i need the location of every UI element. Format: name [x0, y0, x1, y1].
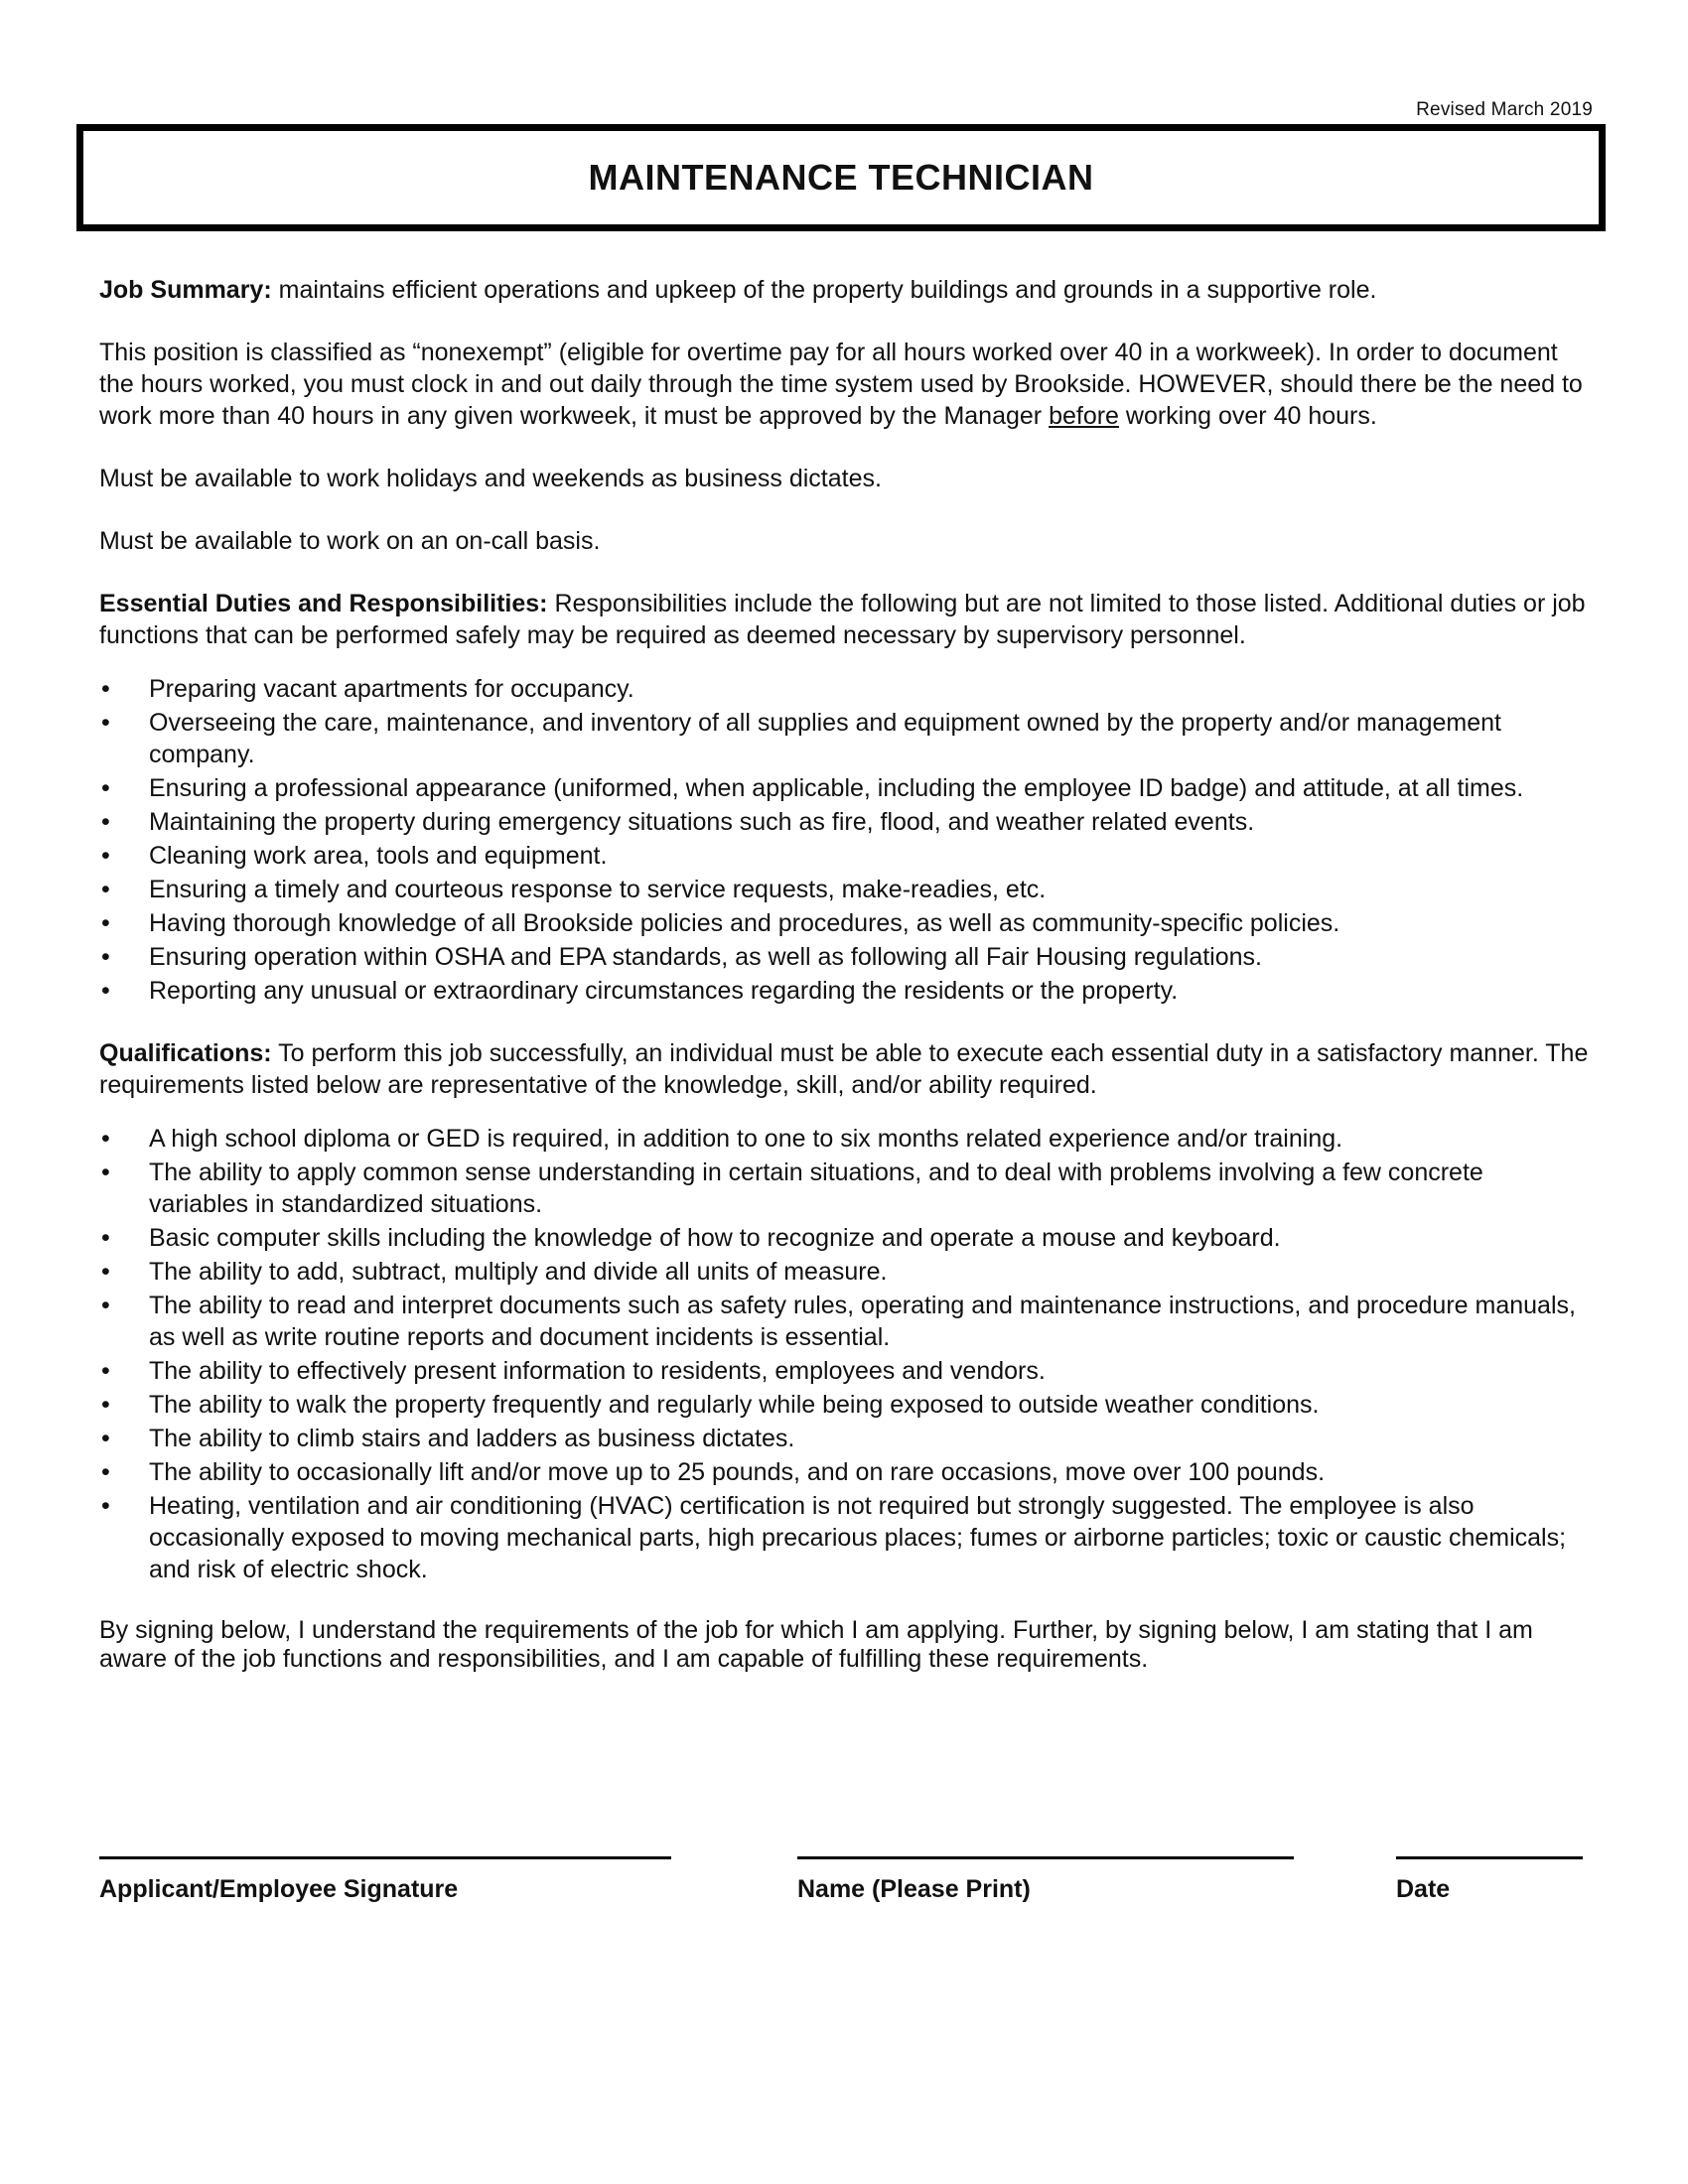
job-summary-paragraph: [99, 274, 1589, 306]
date-field[interactable]: [1396, 1856, 1583, 1904]
bullet-icon: •: [101, 943, 110, 971]
list-item: [99, 941, 1589, 973]
classification-underlined-word: before: [1049, 402, 1119, 430]
bullet-icon: •: [101, 1357, 110, 1385]
list-item: [99, 707, 1589, 770]
bullet-icon: •: [101, 842, 110, 870]
bullet-icon: •: [101, 909, 110, 937]
list-item-text: Basic computer skills including the knowledge of how to recognize and operate a mouse and keyboard.: [149, 1224, 1281, 1252]
signature-field[interactable]: [99, 1856, 671, 1904]
list-item-text: Cleaning work area, tools and equipment.: [149, 842, 608, 870]
list-item: [99, 1490, 1589, 1585]
list-item-text: Maintaining the property during emergency situations such as fire, flood, and weather related events.: [149, 808, 1255, 836]
list-item: [99, 840, 1589, 872]
qualifications-list: [99, 1123, 1589, 1585]
name-line: [797, 1856, 1294, 1859]
title-box: [76, 124, 1606, 231]
classification-text-end: working over 40 hours.: [1118, 402, 1377, 430]
list-item: [99, 1222, 1589, 1254]
qualifications-intro-paragraph: [99, 1037, 1589, 1101]
list-item-text: Ensuring a timely and courteous response to service requests, make-readies, etc.: [149, 876, 1047, 903]
list-item-text: Having thorough knowledge of all Brookside policies and procedures, as well as community-specific policies.: [149, 909, 1340, 937]
qualifications-intro-text: To perform this job successfully, an individual must be able to execute each essential duty in a satisfactory manner. The requirements listed below are representative of the knowledge, skill, and/or ability required.: [99, 1039, 1589, 1099]
list-item-text: The ability to climb stairs and ladders as business dictates.: [149, 1425, 795, 1452]
duties-intro-paragraph: [99, 588, 1589, 651]
bullet-icon: •: [101, 1159, 110, 1186]
list-item: [99, 772, 1589, 804]
page-title: MAINTENANCE TECHNICIAN: [588, 157, 1094, 198]
classification-paragraph: [99, 337, 1589, 432]
list-item: [99, 1423, 1589, 1454]
list-item: [99, 1157, 1589, 1220]
list-item-text: Preparing vacant apartments for occupancy.: [149, 675, 634, 703]
classification-text: This position is classified as “nonexempt” (eligible for overtime pay for all hours worked over 40 in a workweek). In order to document the hours worked, you must clock in and out daily through the time system used by Brookside. HOWEVER, should there be the need to work more than 40 hours in any given workweek, it must be approved by the Manager: [99, 339, 1583, 430]
revision-date: Revised March 2019: [1416, 99, 1593, 120]
bullet-icon: •: [101, 774, 110, 802]
bullet-icon: •: [101, 808, 110, 836]
signature-line: [99, 1856, 671, 1859]
list-item-text: A high school diploma or GED is required, in addition to one to six months related experience and/or training.: [149, 1125, 1343, 1153]
list-item: [99, 1290, 1589, 1353]
name-label: Name (Please Print): [797, 1875, 1031, 1903]
list-item-text: Ensuring a professional appearance (uniformed, when applicable, including the employee ID badge) and attitude, at all times.: [149, 774, 1524, 802]
date-label: Date: [1396, 1875, 1451, 1903]
bullet-icon: •: [101, 675, 110, 703]
name-field[interactable]: [797, 1856, 1294, 1904]
list-item: [99, 1256, 1589, 1288]
list-item-text: The ability to add, subtract, multiply and divide all units of measure.: [149, 1258, 888, 1286]
bullet-icon: •: [101, 1125, 110, 1153]
list-item: [99, 874, 1589, 905]
list-item-text: The ability to read and interpret documents such as safety rules, operating and maintenance instructions, and procedure manuals, as well as write routine reports and document incidents is essential.: [149, 1292, 1576, 1351]
list-item-text: Overseeing the care, maintenance, and inventory of all supplies and equipment owned by the property and/or management company.: [149, 709, 1501, 768]
availability-on-call: Must be available to work on an on-call basis.: [99, 527, 601, 555]
signature-row: [99, 1856, 1589, 1916]
availability-holidays: Must be available to work holidays and weekends as business dictates.: [99, 465, 882, 492]
list-item: [99, 806, 1589, 838]
bullet-icon: •: [101, 1258, 110, 1286]
bullet-icon: •: [101, 1458, 110, 1486]
list-item: [99, 1389, 1589, 1421]
bullet-icon: •: [101, 977, 110, 1005]
list-item-text: The ability to walk the property frequently and regularly while being exposed to outside weather conditions.: [149, 1391, 1320, 1419]
list-item: [99, 673, 1589, 705]
list-item-text: Heating, ventilation and air conditioning (HVAC) certification is not required but strongly suggested. The employee is also occasionally exposed to moving mechanical parts, high precarious places; fumes or airborne particles; toxic or caustic chemicals; and risk of electric shock.: [149, 1492, 1567, 1583]
duties-list: [99, 673, 1589, 1007]
list-item: [99, 907, 1589, 939]
job-summary-label: Job Summary:: [99, 276, 272, 304]
qualifications-label: Qualifications:: [99, 1039, 272, 1067]
document-body: [99, 274, 1589, 1705]
duties-intro-text: Responsibilities include the following but are not limited to those listed. Additional duties or job functions that can be performed safely may be required as deemed necessary by supervisory personnel.: [99, 590, 1586, 649]
bullet-icon: •: [101, 1224, 110, 1252]
list-item-text: Ensuring operation within OSHA and EPA standards, as well as following all Fair Housing regulations.: [149, 943, 1262, 971]
list-item: [99, 1355, 1589, 1387]
date-line: [1396, 1856, 1583, 1859]
signature-label: Applicant/Employee Signature: [99, 1875, 459, 1903]
list-item-text: The ability to effectively present information to residents, employees and vendors.: [149, 1357, 1046, 1385]
list-item-text: Reporting any unusual or extraordinary circumstances regarding the residents or the property.: [149, 977, 1179, 1005]
list-item: [99, 1123, 1589, 1155]
bullet-icon: •: [101, 1492, 110, 1520]
acknowledgement-paragraph: By signing below, I understand the requirements of the job for which I am applying. Further, by signing below, I am stating that I am aware of the job functions and responsibilities, and I am capable of fulfilling these requirements.: [99, 1616, 1533, 1673]
bullet-icon: •: [101, 1391, 110, 1419]
bullet-icon: •: [101, 876, 110, 903]
duties-label: Essential Duties and Responsibilities:: [99, 590, 548, 617]
bullet-icon: •: [101, 1425, 110, 1452]
list-item-text: The ability to occasionally lift and/or move up to 25 pounds, and on rare occasions, move over 100 pounds.: [149, 1458, 1326, 1486]
list-item-text: The ability to apply common sense understanding in certain situations, and to deal with problems involving a few concrete variables in standardized situations.: [149, 1159, 1483, 1218]
list-item: [99, 1456, 1589, 1488]
bullet-icon: •: [101, 1292, 110, 1319]
bullet-icon: •: [101, 709, 110, 737]
list-item: [99, 975, 1589, 1007]
job-summary-text: maintains efficient operations and upkeep of the property buildings and grounds in a supportive role.: [271, 276, 1377, 304]
